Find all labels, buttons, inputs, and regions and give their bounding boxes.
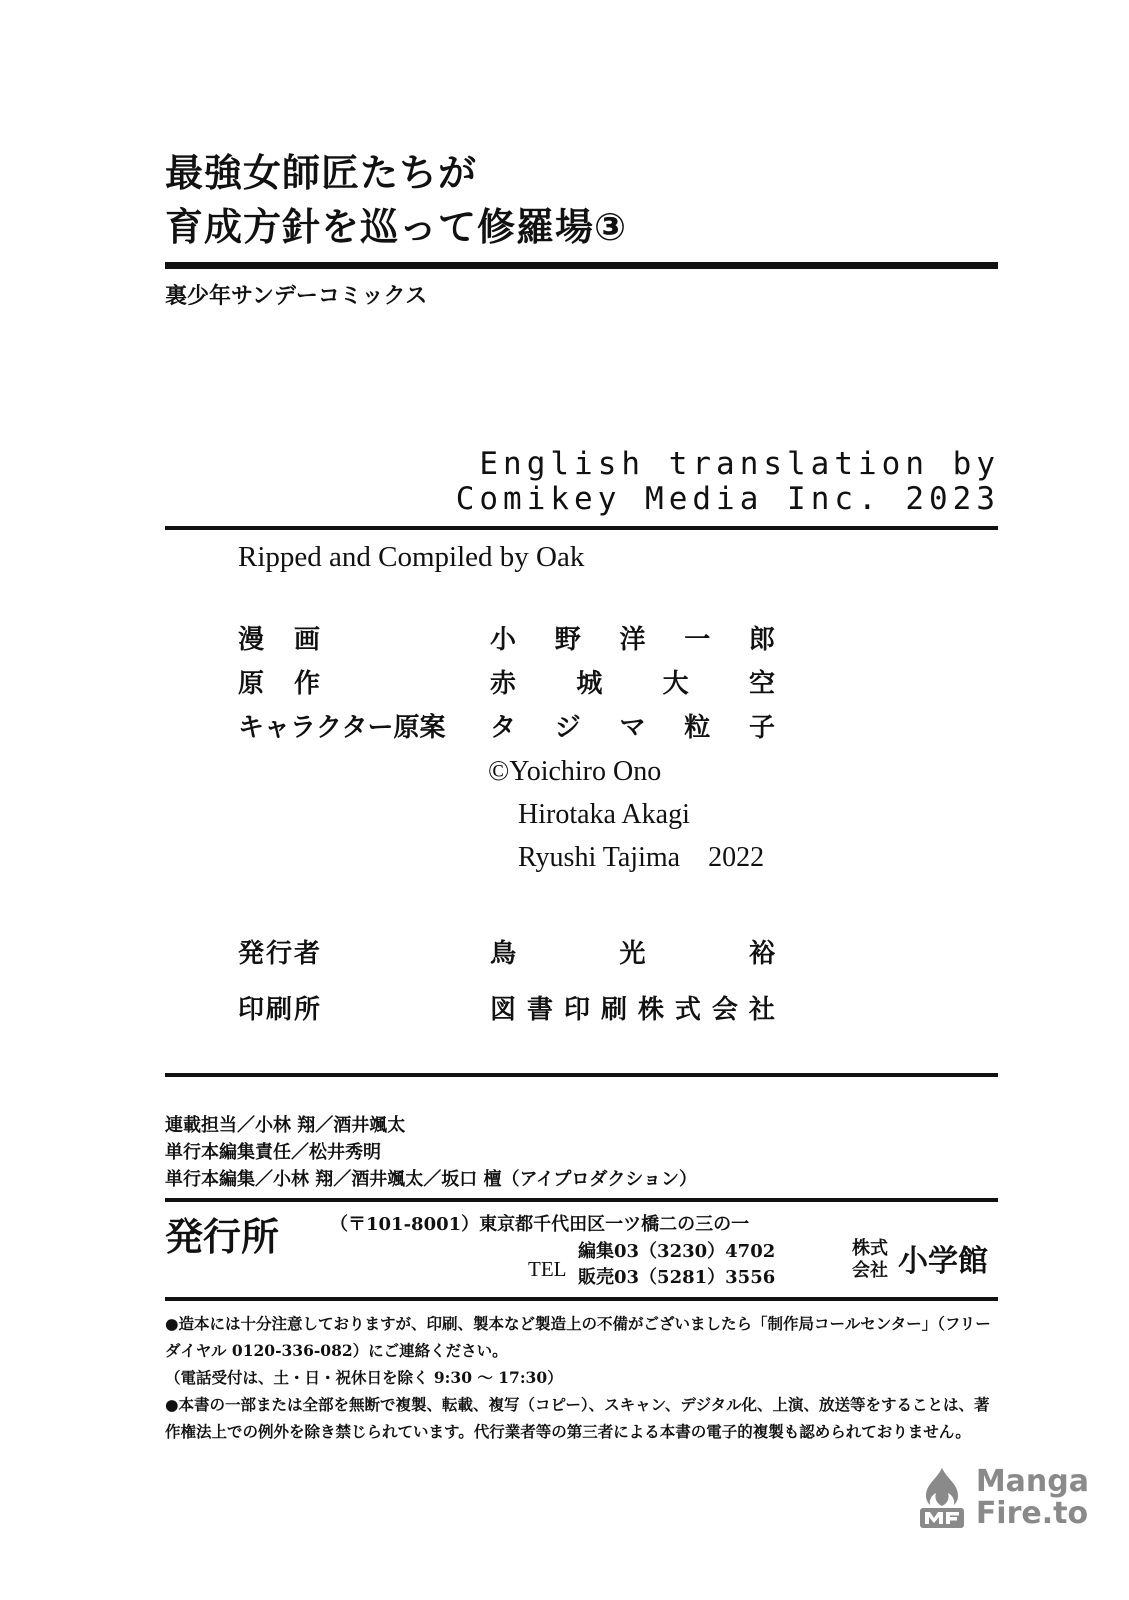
publisher-label: 発行所 [165, 1215, 280, 1259]
name-char: 書 [526, 995, 553, 1025]
name-char: マ [619, 713, 646, 743]
credit-role-character: キャラクター原案 [238, 713, 446, 743]
name-char: 社 [748, 995, 775, 1025]
publisher-company: 小学館 [898, 1244, 988, 1279]
name-char: 空 [748, 669, 775, 699]
ripped-by-note: Ripped and Compiled by Oak [238, 541, 585, 573]
translation-line-1: English translation by [479, 446, 1000, 482]
book-title-line-1: 最強女師匠たちが [165, 151, 478, 195]
title-rule [165, 262, 998, 269]
name-char: ジ [554, 713, 581, 743]
notice-defects: ●造本には十分注意しておりますが、印刷、製本など製造上の不備がございましたら「制作局コールセンター」（フリーダイヤル 0120-336-082）にご連絡ください。 [165, 1314, 991, 1360]
name-char: 会 [711, 995, 738, 1025]
name-char: 郎 [748, 625, 775, 655]
name-char: 光 [619, 939, 646, 969]
name-char: タ [490, 713, 517, 743]
credit-name-manga [490, 623, 775, 657]
name-char: 裕 [748, 939, 775, 969]
tel-label: TEL [528, 1257, 567, 1281]
name-char: 図 [490, 995, 517, 1025]
name-char: 印 [563, 995, 590, 1025]
book-title-line-2: 育成方針を巡って修羅場③ [165, 205, 628, 249]
credit-name-original [490, 667, 775, 701]
name-char: 大 [662, 669, 689, 699]
watermark-text [976, 1466, 1089, 1530]
tel-editorial: 編集03（3230）4702 [578, 1241, 776, 1262]
credit-name-publisher [490, 937, 775, 971]
editorial-line-1: 連載担当／小林 翔／酒井颯太 [165, 1115, 406, 1136]
credit-role-original: 原 作 [238, 669, 323, 699]
name-char: 子 [748, 713, 775, 743]
name-char: 洋 [619, 625, 646, 655]
translation-rule [165, 526, 998, 530]
publisher-address: （〒101-8001）東京都千代田区一ツ橋二の三の一 [330, 1214, 750, 1235]
editorial-rule [165, 1198, 998, 1202]
copyright-line-3: Ryushi Tajima 2022 [518, 842, 765, 873]
publisher-rule [165, 1297, 998, 1301]
watermark [914, 1466, 1089, 1530]
copyright-line-1: ©Yoichiro Ono [488, 756, 662, 787]
editorial-line-3: 単行本編集／小林 翔／酒井颯太／坂口 檀（アイプロダクション） [165, 1169, 698, 1190]
name-char: 式 [674, 995, 701, 1025]
credit-name-character [490, 711, 775, 745]
name-char: 小 [490, 625, 517, 655]
credits-rule [165, 1073, 998, 1077]
notice-hours: （電話受付は、土・日・祝休日を除く 9:30 ～ 17:30） [165, 1368, 563, 1387]
name-char: 一 [684, 625, 711, 655]
name-char: 野 [554, 625, 581, 655]
watermark-line-2: Fire.to [975, 1496, 1089, 1531]
series-label: 裏少年サンデーコミックス [165, 284, 428, 309]
copyright-line-2: Hirotaka Akagi [518, 799, 690, 830]
credit-role-printer: 印刷所 [238, 995, 323, 1025]
editorial-line-2: 単行本編集責任／松井秀明 [165, 1142, 381, 1163]
name-char: 粒 [684, 713, 711, 743]
name-char: 株 [637, 995, 664, 1025]
name-char: 鳥 [490, 939, 517, 969]
kabushiki-gaisha-label: 株式会社 [852, 1238, 888, 1281]
name-char: 城 [576, 669, 603, 699]
notice-copyright: ●本書の一部または全部を無断で複製、転載、複写（コピー）、スキャン、デジタル化、上演、放送等をすることは、著作権法上での例外を除き禁じられています。代行業者等の第三者による本書の電子的複製も認められておりません。 [165, 1395, 990, 1441]
flame-logo-icon [914, 1466, 970, 1530]
tel-sales: 販売03（5281）3556 [578, 1267, 776, 1288]
credit-role-publisher: 発行者 [238, 939, 323, 969]
credit-name-printer [490, 993, 775, 1027]
name-char: 赤 [490, 669, 517, 699]
translation-line-2: Comikey Media Inc. 2023 [455, 481, 1000, 517]
credit-role-manga: 漫 画 [238, 625, 323, 655]
name-char: 刷 [600, 995, 627, 1025]
watermark-line-1: Manga [975, 1464, 1089, 1499]
